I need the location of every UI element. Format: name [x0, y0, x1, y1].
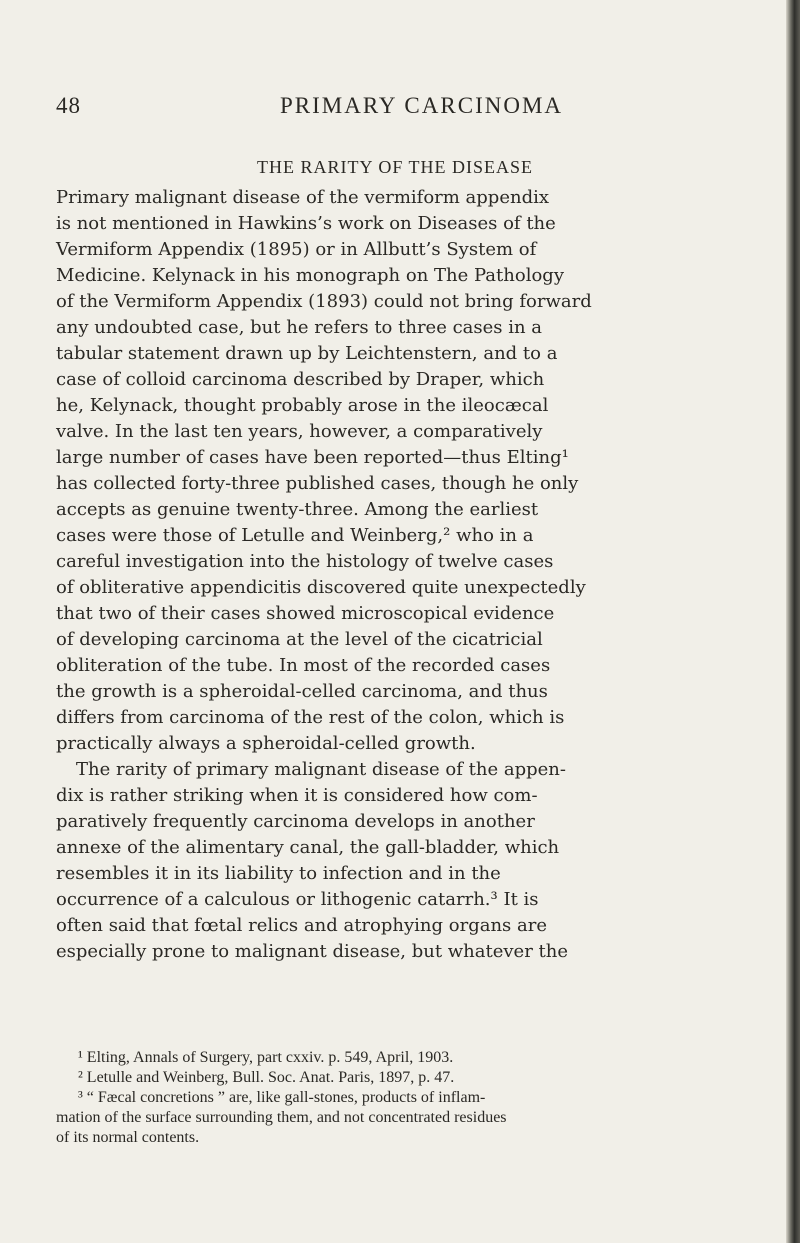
body-line: of obliterative appendicitis discovered quite unexpectedly [56, 577, 586, 598]
body-line: of the Vermiform Appendix (1893) could not bring forward [56, 291, 592, 312]
body-line: practically always a spheroidal-celled growth. [56, 733, 476, 754]
section-title: THE RARITY OF THE DISEASE [257, 157, 533, 177]
page-edge-shadow [786, 0, 800, 1243]
body-text [56, 185, 756, 965]
body-line: valve. In the last ten years, however, a comparatively [56, 421, 543, 442]
footnote-3-continued: of its normal contents. [56, 1129, 200, 1146]
footnote-2: ² Letulle and Weinberg, Bull. Soc. Anat. Paris, 1897, p. 47. [78, 1069, 455, 1086]
body-line: large number of cases have been reported—thus Elting¹ [56, 447, 569, 468]
body-line: differs from carcinoma of the rest of the colon, which is [56, 707, 565, 728]
body-line: any undoubted case, but he refers to three cases in a [56, 317, 543, 338]
footnote-3: ³ “ Fæcal concretions ” are, like gall-stones, products of inflam- [78, 1089, 486, 1106]
body-line: especially prone to malignant disease, but whatever the [56, 941, 569, 962]
body-line: Primary malignant disease of the vermiform appendix [56, 187, 550, 208]
body-line: tabular statement drawn up by Leichtenstern, and to a [56, 343, 558, 364]
body-line: cases were those of Letulle and Weinberg,² who in a [56, 525, 534, 546]
footnotes [56, 1048, 756, 1148]
body-line: annexe of the alimentary canal, the gall-bladder, which [56, 837, 560, 858]
body-line: of developing carcinoma at the level of the cicatricial [56, 629, 543, 650]
body-line: the growth is a spheroidal-celled carcinoma, and thus [56, 681, 548, 702]
body-line: paratively frequently carcinoma develops in another [56, 811, 535, 832]
body-line: obliteration of the tube. In most of the recorded cases [56, 655, 551, 676]
body-line: Vermiform Appendix (1895) or in Allbutt’s System of [56, 239, 537, 260]
page-header [40, 93, 760, 133]
body-line: he, Kelynack, thought probably arose in the ileocæcal [56, 395, 549, 416]
body-line: dix is rather striking when it is considered how com- [56, 785, 538, 806]
body-line: has collected forty-three published cases, though he only [56, 473, 579, 494]
body-line: Medicine. Kelynack in his monograph on The Pathology [56, 265, 564, 286]
running-head: PRIMARY CARCINOMA [280, 93, 564, 118]
footnote-1: ¹ Elting, Annals of Surgery, part cxxiv. p. 549, April, 1903. [78, 1049, 454, 1066]
footnote-3-continued: mation of the surface surrounding them, and not concentrated residues [56, 1109, 507, 1126]
paragraph-start-line: The rarity of primary malignant disease of the appen- [76, 759, 566, 780]
body-line: careful investigation into the histology of twelve cases [56, 551, 554, 572]
body-line: often said that fœtal relics and atrophying organs are [56, 915, 547, 936]
body-line: accepts as genuine twenty-three. Among the earliest [56, 499, 539, 520]
body-line: resembles it in its liability to infection and in the [56, 863, 501, 884]
body-line: that two of their cases showed microscopical evidence [56, 603, 555, 624]
page-number: 48 [56, 93, 81, 118]
body-line: occurrence of a calculous or lithogenic catarrh.³ It is [56, 889, 539, 910]
body-line: is not mentioned in Hawkins’s work on Diseases of the [56, 213, 556, 234]
body-line: case of colloid carcinoma described by Draper, which [56, 369, 545, 390]
